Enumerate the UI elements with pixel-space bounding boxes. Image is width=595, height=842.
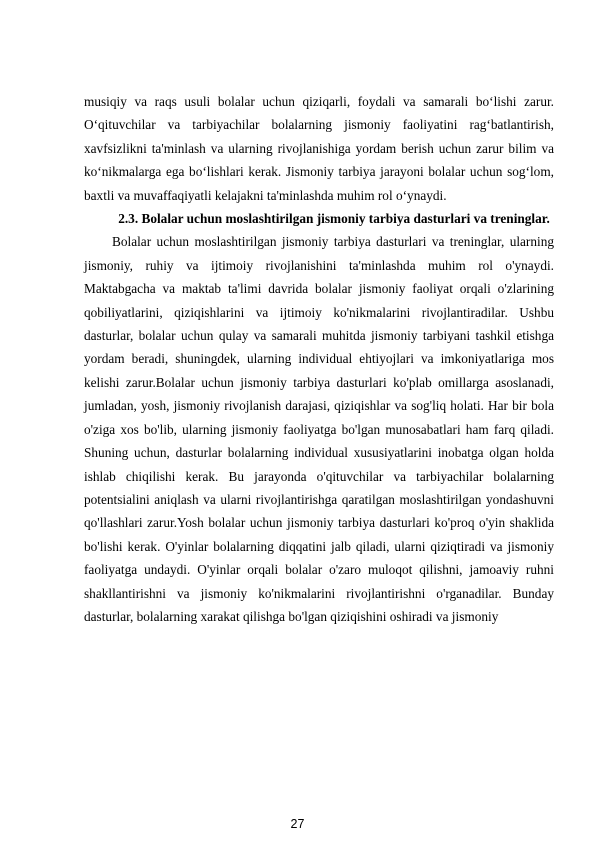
page-number: 27 — [290, 817, 305, 831]
body-paragraph: musiqiy va raqs usuli bolalar uchun qiziqarli, foydali va samarali bo‘lishi zarur. O‘qituvchilar va tarbiyachilar bolalarning jismoniy faoliyatini rag‘batlantirish, xavfsizlikni ta'minlash va ularning rivojlanishiga yordam berish uchun zarur bilim va ko‘nikmalarga ega bo‘lishlari kerak. Jismoniy tarbiya jarayoni bolalar uchun sog‘lom, baxtli va muvaffaqiyatli kelajakni ta'minlashda muhim rol o‘ynaydi. — [84, 94, 554, 203]
section-heading: 2.3. Bolalar uchun moslashtirilgan jismoniy tarbiya dasturlari va treninglar. — [118, 211, 550, 227]
page-content — [84, 90, 554, 628]
body-paragraph: Bolalar uchun moslashtirilgan jismoniy tarbiya dasturlari va treninglar, ularning jismoniy, ruhiy va ijtimoiy rivojlanishini ta'minlashda muhim rol o'ynaydi. Maktabgacha va maktab ta'limi davrida bolalar jismoniy faoliyat orqali o'zlarining qobiliyatlarini, qiziqishlarini va ijtimoiy ko'nikmalarini rivojlantiradilar. Ushbu dasturlar, bolalar uchun qulay va samarali muhitda jismoniy tarbiyani tashkil etishga yordam beradi, shuningdek, ularning individual ehtiyojlari va imkoniyatlariga mos kelishi zarur.Bolalar uchun jismoniy tarbiya dasturlari ko'plab omillarga asoslanadi, jumladan, yosh, jismoniy rivojlanish darajasi, qiziqishlar va sog'liq holati. Har bir bola o'ziga xos bo'lib, ularning jismoniy faoliyatga bo'lgan munosabatlari ham farq qiladi. Shuning uchun, dasturlar bolalarning individual xususiyatlarini inobatga olgan holda ishlab chiqilishi kerak. Bu jarayonda o'qituvchilar va tarbiyachilar bolalarning potentsialini aniqlash va ularni rivojlantirishga qaratilgan moslashtirilgan yondashuvni qo'llashlari zarur.Yosh bolalar uchun jismoniy tarbiya dasturlari ko'proq o'yin shaklida bo'lishi kerak. O'yinlar bolalarning diqqatini jalb qiladi, ularni qiziqtiradi va jismoniy faoliyatga undaydi. O'yinlar orqali bolalar o'zaro muloqot qilishni, jamoaviy ruhni shakllantirishni va jismoniy ko'nikmalarini rivojlantirishni o'rganadilar. Bunday dasturlar, bolalarning xarakat qilishga bo'lgan qiziqishini oshiradi va jismoniy — [84, 234, 554, 624]
